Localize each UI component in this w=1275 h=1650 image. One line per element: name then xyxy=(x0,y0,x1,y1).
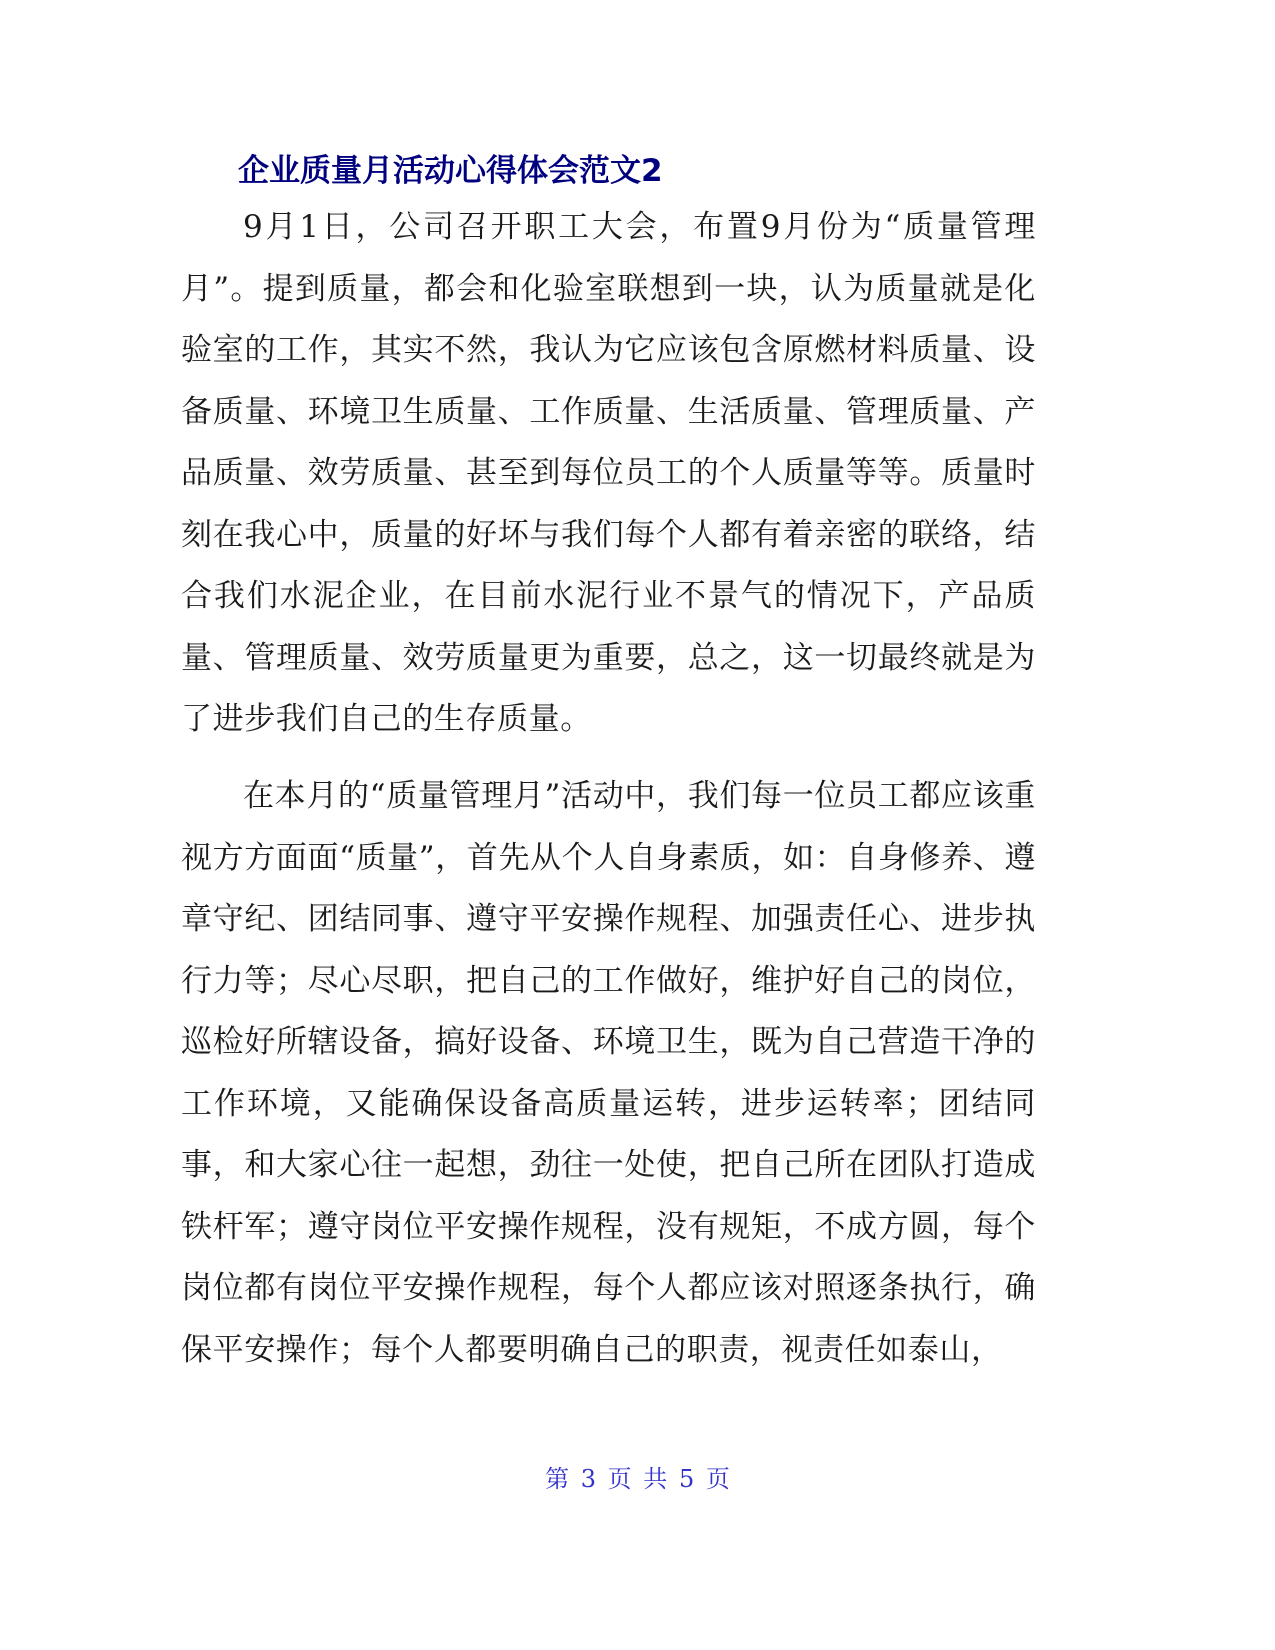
body-paragraph-1: 9月1日，公司召开职工大会，布置9月份为“质量管理月”。提到质量，都会和化验室联想到一块，认为质量就是化验室的工作，其实不然，我认为它应该包含原燃材料质量、设备质量、环境卫生质量、工作质量、生活质量、管理质量、产品质量、效劳质量、甚至到每位员工的个人质量等等。质量时刻在我心中，质量的好坏与我们每个人都有着亲密的联络，结合我们水泥企业，在目前水泥行业不景气的情况下，产品质量、管理质量、效劳质量更为重要，总之，这一切最终就是为了进步我们自己的生存质量。 xyxy=(181,209,1036,737)
page-footer: 第 3 页 共 5 页 xyxy=(545,1465,730,1493)
body-paragraph-2: 在本月的“质量管理月”活动中，我们每一位员工都应该重视方方面面“质量”，首先从个人自身素质，如：自身修养、遵章守纪、团结同事、遵守平安操作规程、加强责任心、进步执行力等；尽心尽职，把自己的工作做好，维护好自己的岗位，巡检好所辖设备，搞好设备、环境卫生，既为自己营造干净的工作环境，又能确保设备高质量运转，进步运转率；团结同事，和大家心往一起想，劲往一处使，把自己所在团队打造成铁杆军；遵守岗位平安操作规程，没有规矩，不成方圆，每个岗位都有岗位平安操作规程，每个人都应该对照逐条执行，确保平安操作；每个人都要明确自己的职责，视责任如泰山， xyxy=(181,778,1036,1368)
document-title: 企业质量月活动心得体会范文2 xyxy=(238,153,663,189)
